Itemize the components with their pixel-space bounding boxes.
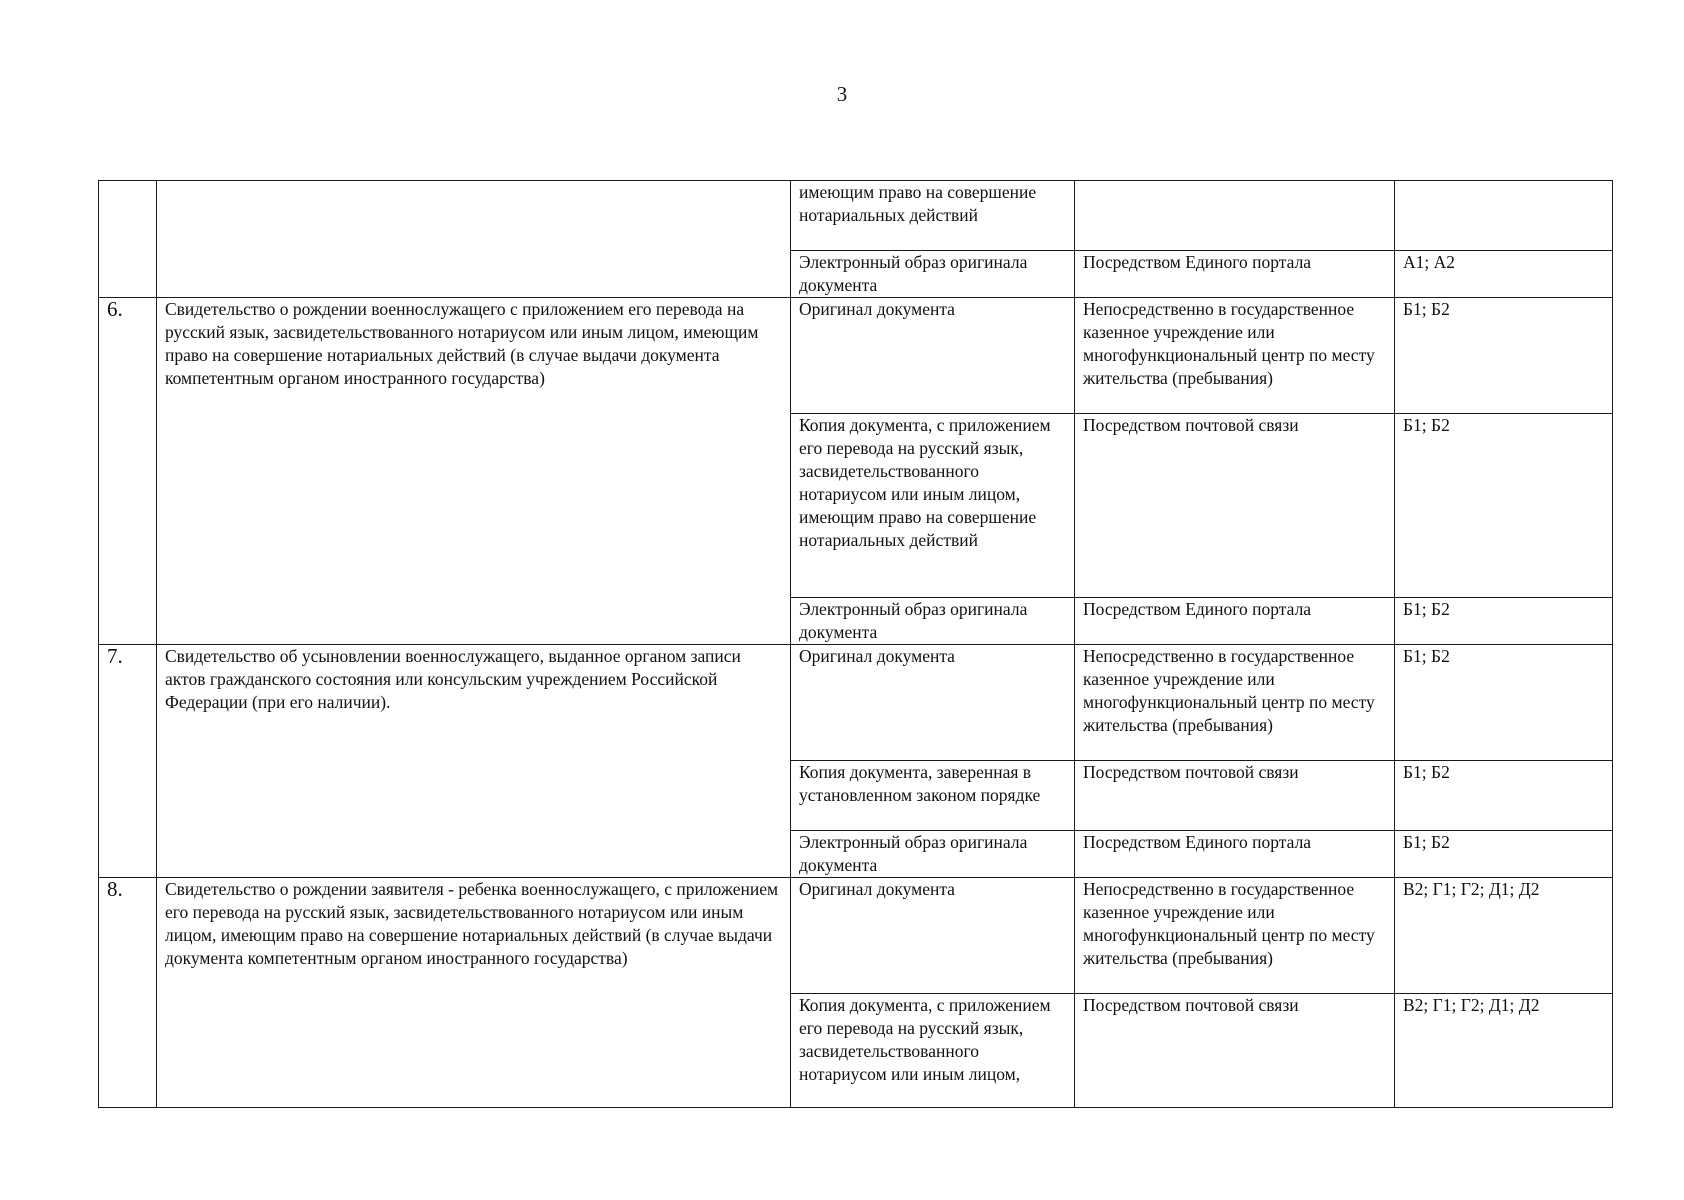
submission-method-cell: Непосредственно в государственное казенное учреждение или многофункциональный центр по месту жительства (пребывания) xyxy=(1075,645,1395,761)
row-number-cell: 7. xyxy=(99,645,157,878)
submission-form-cell: Электронный образ оригинала документа xyxy=(791,251,1075,298)
category-codes-cell: В2; Г1; Г2; Д1; Д2 xyxy=(1395,878,1613,994)
submission-form-cell: Копия документа, с приложением его перевода на русский язык, засвидетельствованного нотариусом или иным лицом, xyxy=(791,994,1075,1108)
table-row xyxy=(99,878,1613,994)
category-codes-cell xyxy=(1395,181,1613,251)
document-description-cell: Свидетельство о рождении заявителя - ребенка военнослужащего, с приложением его перевода на русский язык, засвидетельствованного нотариусом или иным лицом, имеющим право на совершение нотариальных действий (в случае выдачи документа компетентным органом иностранного государства) xyxy=(157,878,791,1108)
submission-form-cell: Электронный образ оригинала документа xyxy=(791,598,1075,645)
row-number-cell: 8. xyxy=(99,878,157,1108)
submission-form-cell: Копия документа, заверенная в установленном законом порядке xyxy=(791,761,1075,831)
submission-form-cell: Копия документа, с приложением его перевода на русский язык, засвидетельствованного нотариусом или иным лицом, имеющим право на совершение нотариальных действий xyxy=(791,414,1075,598)
submission-method-cell: Посредством Единого портала xyxy=(1075,831,1395,878)
submission-method-cell: Посредством почтовой связи xyxy=(1075,761,1395,831)
table-row xyxy=(99,181,1613,251)
submission-method-cell: Посредством Единого портала xyxy=(1075,598,1395,645)
submission-method-cell: Непосредственно в государственное казенное учреждение или многофункциональный центр по месту жительства (пребывания) xyxy=(1075,298,1395,414)
submission-method-cell xyxy=(1075,181,1395,251)
submission-method-cell: Посредством почтовой связи xyxy=(1075,994,1395,1108)
table-row xyxy=(99,298,1613,414)
documents-table xyxy=(98,180,1613,1108)
submission-method-cell: Непосредственно в государственное казенное учреждение или многофункциональный центр по месту жительства (пребывания) xyxy=(1075,878,1395,994)
submission-form-cell: Оригинал документа xyxy=(791,878,1075,994)
category-codes-cell: В2; Г1; Г2; Д1; Д2 xyxy=(1395,994,1613,1108)
table-row xyxy=(99,645,1613,761)
page-number: 3 xyxy=(836,82,848,106)
submission-form-cell: Оригинал документа xyxy=(791,645,1075,761)
document-description-cell: Свидетельство об усыновлении военнослужащего, выданное органом записи актов гражданского состояния или консульским учреждением Российской Федерации (при его наличии). xyxy=(157,645,791,878)
document-description-cell: Свидетельство о рождении военнослужащего с приложением его перевода на русский язык, засвидетельствованного нотариусом или иным лицом, имеющим право на совершение нотариальных действий (в случае выдачи документа компетентным органом иностранного государства) xyxy=(157,298,791,645)
category-codes-cell: Б1; Б2 xyxy=(1395,831,1613,878)
submission-method-cell: Посредством Единого портала xyxy=(1075,251,1395,298)
submission-form-cell: имеющим право на совершение нотариальных действий xyxy=(791,181,1075,251)
document-description-cell xyxy=(157,181,791,298)
category-codes-cell: Б1; Б2 xyxy=(1395,645,1613,761)
row-number-cell xyxy=(99,181,157,298)
submission-form-cell: Электронный образ оригинала документа xyxy=(791,831,1075,878)
row-number-cell: 6. xyxy=(99,298,157,645)
category-codes-cell: Б1; Б2 xyxy=(1395,761,1613,831)
submission-method-cell: Посредством почтовой связи xyxy=(1075,414,1395,598)
category-codes-cell: Б1; Б2 xyxy=(1395,598,1613,645)
submission-form-cell: Оригинал документа xyxy=(791,298,1075,414)
category-codes-cell: Б1; Б2 xyxy=(1395,414,1613,598)
category-codes-cell: А1; А2 xyxy=(1395,251,1613,298)
category-codes-cell: Б1; Б2 xyxy=(1395,298,1613,414)
